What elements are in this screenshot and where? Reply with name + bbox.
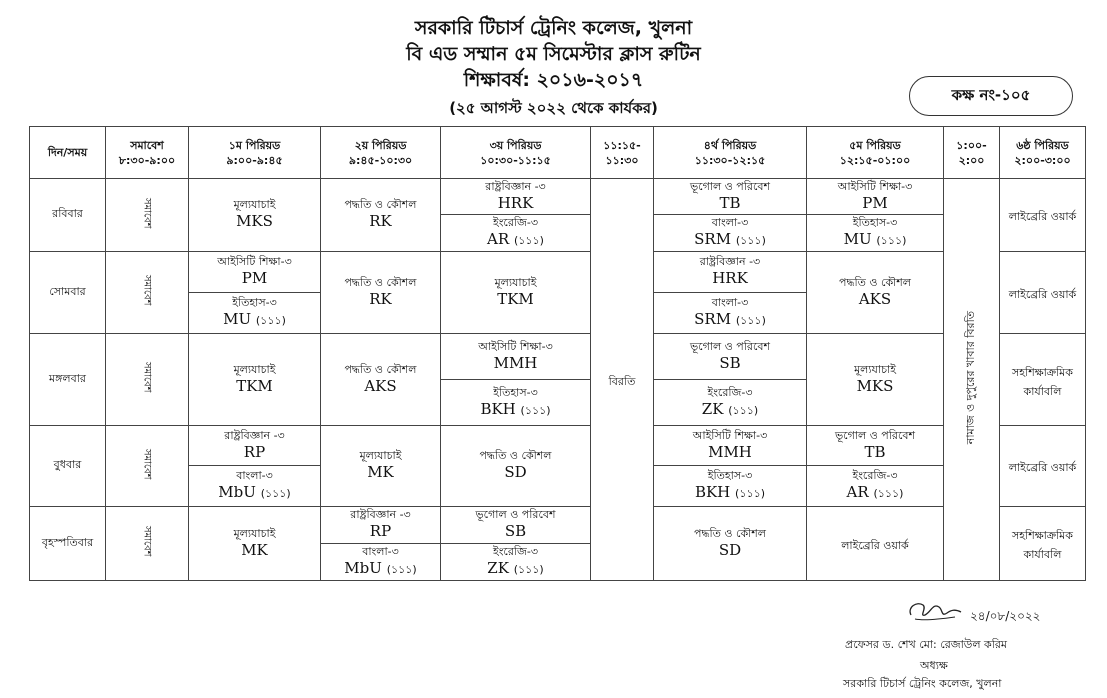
col-header-period-4: ৪র্থ পিরিয়ড ১১:৩০-১২:১৫ [654, 127, 807, 179]
class-cell: ইতিহাস-৩ MU (১১১) [189, 292, 321, 333]
class-cell: বাংলা-৩ MbU (১১১) [321, 543, 441, 580]
day-wednesday: বুধবার [30, 426, 106, 506]
class-cell: রাষ্ট্রবিজ্ঞান -৩ RP [189, 426, 321, 466]
handwritten-signature [905, 597, 965, 625]
routine-title: বি এড সম্মান ৫ম সিমেস্টার ক্লাস রুটিন [406, 43, 701, 65]
class-cell: ইংরেজি-৩ AR (১১১) [441, 215, 591, 251]
class-cell: ইংরেজি-৩ ZK (১১১) [654, 380, 807, 426]
class-cell: লাইব্রেরি ওয়ার্ক [1000, 426, 1086, 506]
col-header-period-1: ১ম পিরিয়ড ৯:০০-৯:৪৫ [189, 127, 321, 179]
class-cell: রাষ্ট্রবিজ্ঞান -৩ HRK [654, 251, 807, 292]
class-cell: লাইব্রেরি ওয়ার্ক [807, 506, 944, 580]
lunch-break-cell: নামাজ ও দুপুরের খাবার বিরতি [944, 179, 1000, 581]
class-cell: ইংরেজি-৩ ZK (১১১) [441, 543, 591, 580]
class-cell: ইতিহাস-৩ BKH (১১১) [441, 380, 591, 426]
class-cell: পদ্ধতি ও কৌশল AKS [807, 251, 944, 333]
table-row [30, 251, 1086, 292]
day-thursday: বৃহস্পতিবার [30, 506, 106, 580]
col-header-period-6: ৬ষ্ঠ পিরিয়ড ২:০০-৩:০০ [1000, 127, 1086, 179]
room-number-badge: কক্ষ নং-১০৫ [909, 76, 1073, 116]
class-cell: সহশিক্ষাক্রমিক কার্যাবলি [1000, 506, 1086, 580]
assembly-cell: সমাবেশ [106, 426, 189, 506]
col-header-day: দিন/সময় [30, 127, 106, 179]
class-cell: বাংলা-৩ SRM (১১১) [654, 292, 807, 333]
class-cell: ভূগোল ও পরিবেশ SB [441, 506, 591, 543]
class-cell: ইতিহাস-৩ BKH (১১১) [654, 466, 807, 506]
class-cell: আইসিটি শিক্ষা-৩ PM [807, 179, 944, 215]
class-cell: মূল্যযাচাই TKM [189, 333, 321, 425]
assembly-cell: সমাবেশ [106, 179, 189, 251]
day-tuesday: মঙ্গলবার [30, 333, 106, 425]
class-cell: রাষ্ট্রবিজ্ঞান -৩ RP [321, 506, 441, 543]
class-cell: লাইব্রেরি ওয়ার্ক [1000, 251, 1086, 333]
col-header-period-5: ৫ম পিরিয়ড ১২:১৫-০১:০০ [807, 127, 944, 179]
class-cell: ইতিহাস-৩ MU (১১১) [807, 215, 944, 251]
table-row [30, 506, 1086, 543]
class-cell: ভূগোল ও পরিবেশ SB [654, 333, 807, 379]
signature-date: ২৪/০৮/২০২২ [970, 609, 1041, 623]
class-cell: পদ্ধতি ও কৌশল SD [441, 426, 591, 506]
class-cell: ভূগোল ও পরিবেশ TB [807, 426, 944, 466]
class-cell: বাংলা-৩ MbU (১১১) [189, 466, 321, 506]
effective-date: (২৫ আগস্ট ২০২২ থেকে কার্যকর) [449, 99, 658, 117]
class-cell: পদ্ধতি ও কৌশল SD [654, 506, 807, 580]
class-routine-table [29, 126, 1086, 581]
header-row [30, 127, 1086, 179]
class-cell: মূল্যযাচাই MK [189, 506, 321, 580]
class-cell: লাইব্রেরি ওয়ার্ক [1000, 179, 1086, 251]
col-header-assembly: সমাবেশ ৮:৩০-৯:০০ [106, 127, 189, 179]
institution-title: সরকারি টিচার্স ট্রেনিং কলেজ, খুলনা [414, 17, 693, 39]
table-row [30, 333, 1086, 379]
col-header-lunch: ১:০০- ২:০০ [944, 127, 1000, 179]
class-cell: আইসিটি শিক্ষা-৩ PM [189, 251, 321, 292]
class-cell: পদ্ধতি ও কৌশল RK [321, 251, 441, 333]
assembly-cell: সমাবেশ [106, 506, 189, 580]
col-header-period-3: ৩য় পিরিয়ড ১০:৩০-১১:১৫ [441, 127, 591, 179]
day-sunday: রবিবার [30, 179, 106, 251]
class-cell: মূল্যযাচাই MK [321, 426, 441, 506]
day-monday: সোমবার [30, 251, 106, 333]
col-header-period-2: ২য় পিরিয়ড ৯:৪৫-১০:৩০ [321, 127, 441, 179]
class-cell: বাংলা-৩ SRM (১১১) [654, 215, 807, 251]
class-cell: মূল্যযাচাই MKS [189, 179, 321, 251]
class-cell: ইংরেজি-৩ AR (১১১) [807, 466, 944, 506]
principal-name: প্রফেসর ড. শেখ মো: রেজাউল করিম [845, 638, 1008, 651]
class-cell: আইসিটি শিক্ষা-৩ MMH [654, 426, 807, 466]
class-cell: মূল্যযাচাই MKS [807, 333, 944, 425]
class-cell: মূল্যযাচাই TKM [441, 251, 591, 333]
class-cell: ভূগোল ও পরিবেশ TB [654, 179, 807, 215]
tea-break-cell: বিরতি [591, 179, 654, 581]
assembly-cell: সমাবেশ [106, 333, 189, 425]
class-cell: আইসিটি শিক্ষা-৩ MMH [441, 333, 591, 379]
principal-title: অধ্যক্ষ [920, 659, 948, 672]
class-cell: রাষ্ট্রবিজ্ঞান -৩ HRK [441, 179, 591, 215]
class-cell: পদ্ধতি ও কৌশল AKS [321, 333, 441, 425]
signature-institution: সরকারি টিচার্স ট্রেনিং কলেজ, খুলনা [843, 677, 1002, 690]
table-row [30, 426, 1086, 466]
class-cell: সহশিক্ষাক্রমিক কার্যাবলি [1000, 333, 1086, 425]
class-cell: পদ্ধতি ও কৌশল RK [321, 179, 441, 251]
assembly-cell: সমাবেশ [106, 251, 189, 333]
table-row [30, 179, 1086, 215]
session-title: শিক্ষাবর্ষ: ২০১৬-২০১৭ [463, 69, 644, 91]
col-header-break: ১১:১৫- ১১:৩০ [591, 127, 654, 179]
